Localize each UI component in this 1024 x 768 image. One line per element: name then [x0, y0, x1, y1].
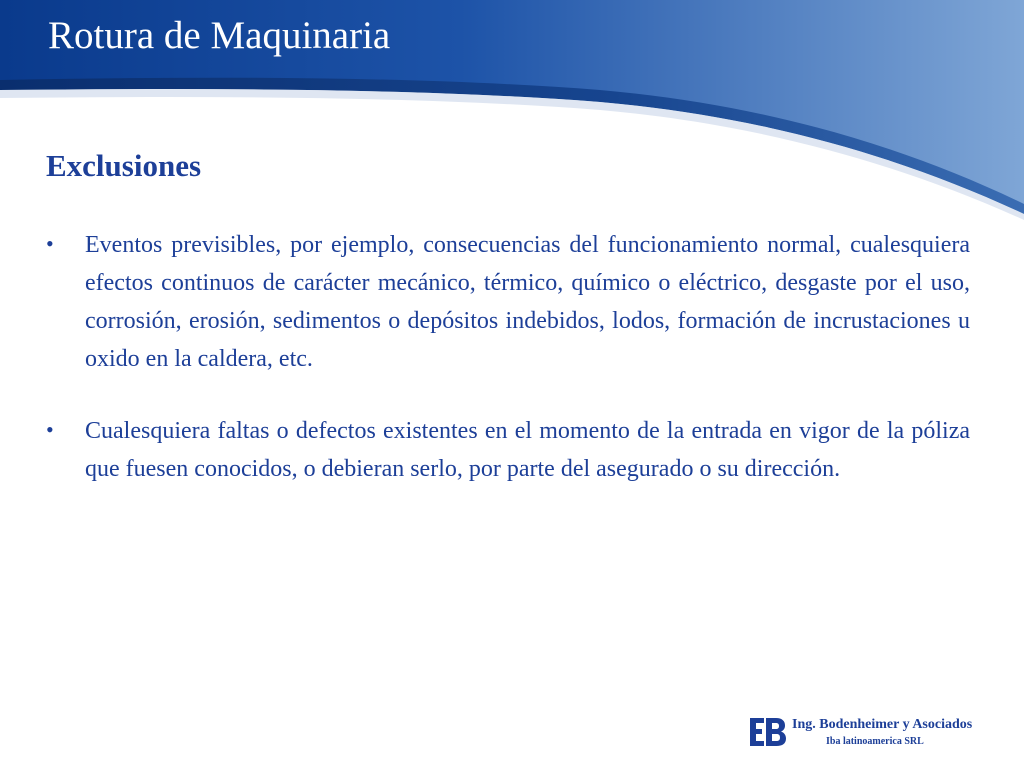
logo-company-name: Ing. Bodenheimer y Asociados: [792, 717, 973, 732]
bullet-text: Eventos previsibles, por ejemplo, consecuencias del funcionamiento normal, cualesquiera efectos continuos de carácter mecánico, térmico, químico o eléctrico, desgaste por el uso, corrosión, erosión, sedimentos o depósitos indebidos, lodos, formación de incrustaciones u oxido en la caldera, etc.: [85, 232, 970, 372]
bullet-item: [46, 226, 970, 378]
bullet-icon: •: [46, 417, 54, 442]
bullet-icon: •: [46, 231, 54, 256]
logo-company-subtitle: Iba latinoamerica SRL: [826, 736, 924, 747]
section-heading: Exclusiones: [46, 148, 202, 183]
bullet-list: [46, 226, 970, 522]
bullet-item: [46, 412, 970, 488]
bullet-text: Cualesquiera faltas o defectos existentes en el momento de la entrada en vigor de la póliza que fuesen conocidos, o debieran serlo, por parte del asegurado o su dirección.: [85, 418, 970, 482]
company-logo: [748, 712, 998, 752]
slide-title: Rotura de Maquinaria: [48, 14, 391, 57]
logo-mark-icon: [748, 714, 788, 750]
